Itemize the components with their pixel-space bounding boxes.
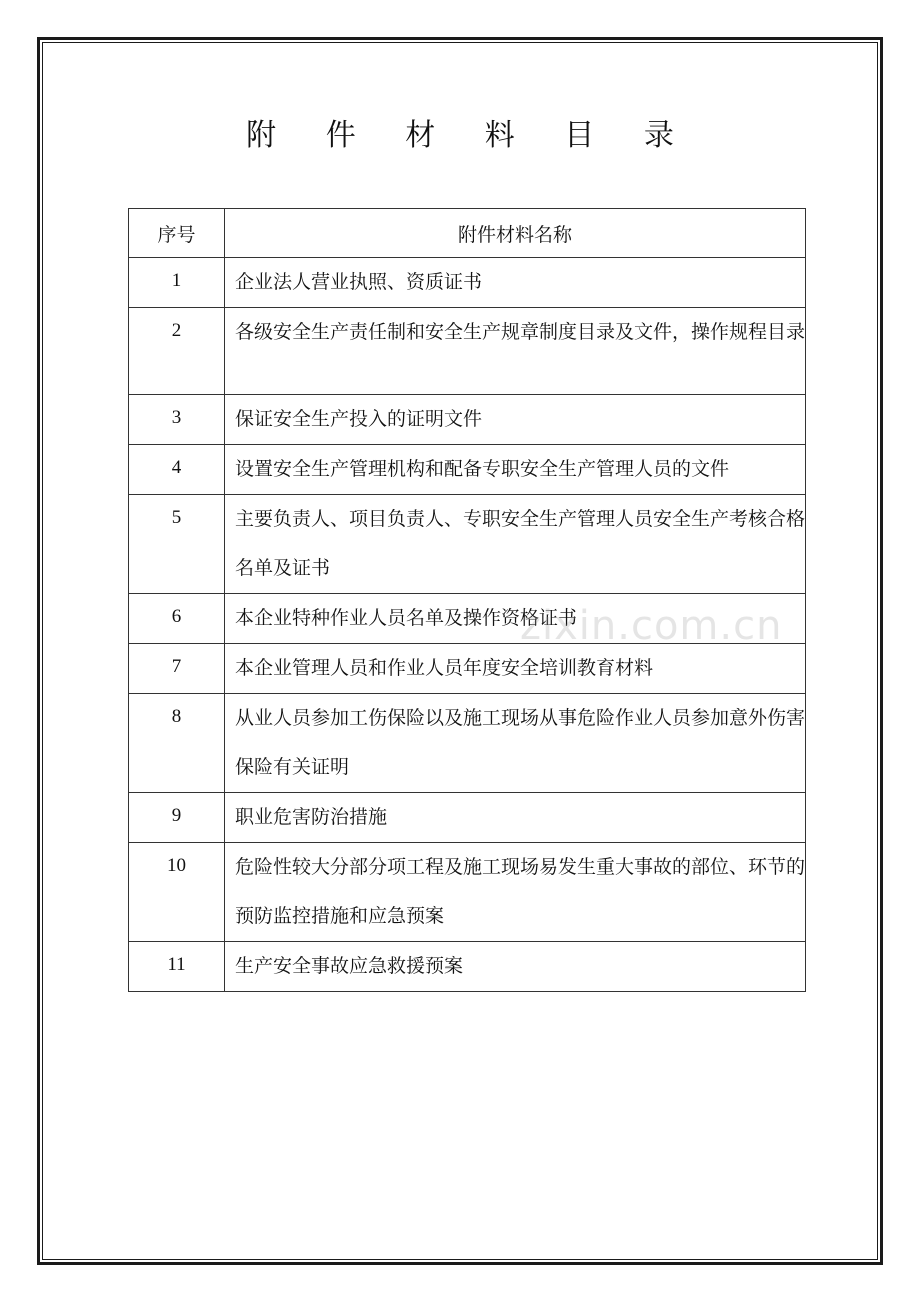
table-row xyxy=(129,843,806,942)
attachment-catalog-table xyxy=(128,208,806,992)
row-number: 6 xyxy=(129,594,225,644)
row-name xyxy=(225,644,806,694)
table-row xyxy=(129,793,806,843)
row-name xyxy=(225,445,806,495)
table-header-row xyxy=(129,209,806,258)
row-name-text: 危险性较大分部分项工程及施工现场易发生重大事故的部位、环节的预防监控措施和应急预案 xyxy=(235,856,806,927)
row-name-text: 本企业管理人员和作业人员年度安全培训教育材料 xyxy=(235,657,654,679)
row-name xyxy=(225,694,806,793)
row-name xyxy=(225,258,806,308)
row-name-text: 保证安全生产投入的证明文件 xyxy=(235,408,483,430)
row-name-text: 生产安全事故应急救援预案 xyxy=(235,955,464,977)
table-row xyxy=(129,258,806,308)
table-row xyxy=(129,694,806,793)
table-row xyxy=(129,644,806,694)
watermark: zixin.com.cn xyxy=(520,603,783,649)
row-name xyxy=(225,395,806,445)
row-number: 2 xyxy=(129,308,225,395)
row-number: 9 xyxy=(129,793,225,843)
table-row xyxy=(129,445,806,495)
page-title: 附 件 材 料 目 录 xyxy=(246,118,694,153)
row-number: 4 xyxy=(129,445,225,495)
row-name-text: 企业法人营业执照、资质证书 xyxy=(235,271,483,293)
row-number: 7 xyxy=(129,644,225,694)
row-name-text: 主要负责人、项目负责人、专职安全生产管理人员安全生产考核合格名单及证书 xyxy=(235,508,806,579)
row-number: 5 xyxy=(129,495,225,594)
table-row xyxy=(129,495,806,594)
column-header-number: 序号 xyxy=(129,209,225,258)
row-name xyxy=(225,495,806,594)
row-number: 3 xyxy=(129,395,225,445)
row-name-text: 本企业特种作业人员名单及操作资格证书 xyxy=(235,607,578,629)
row-name-text: 设置安全生产管理机构和配备专职安全生产管理人员的文件 xyxy=(235,458,730,480)
row-name xyxy=(225,843,806,942)
row-name xyxy=(225,594,806,644)
row-name xyxy=(225,942,806,992)
row-number: 1 xyxy=(129,258,225,308)
row-name xyxy=(225,308,806,395)
table-row xyxy=(129,395,806,445)
row-name-text: 各级安全生产责任制和安全生产规章制度目录及文件，操作规程目录 xyxy=(235,321,806,343)
table-row xyxy=(129,308,806,395)
row-name-text: 职业危害防治措施 xyxy=(235,806,388,828)
row-name-text: 从业人员参加工伤保险以及施工现场从事危险作业人员参加意外伤害保险有关证明 xyxy=(235,707,806,778)
row-name xyxy=(225,793,806,843)
table-row xyxy=(129,594,806,644)
table-row xyxy=(129,942,806,992)
row-number: 8 xyxy=(129,694,225,793)
row-number: 11 xyxy=(129,942,225,992)
column-header-name: 附件材料名称 xyxy=(225,209,806,258)
row-number: 10 xyxy=(129,843,225,942)
